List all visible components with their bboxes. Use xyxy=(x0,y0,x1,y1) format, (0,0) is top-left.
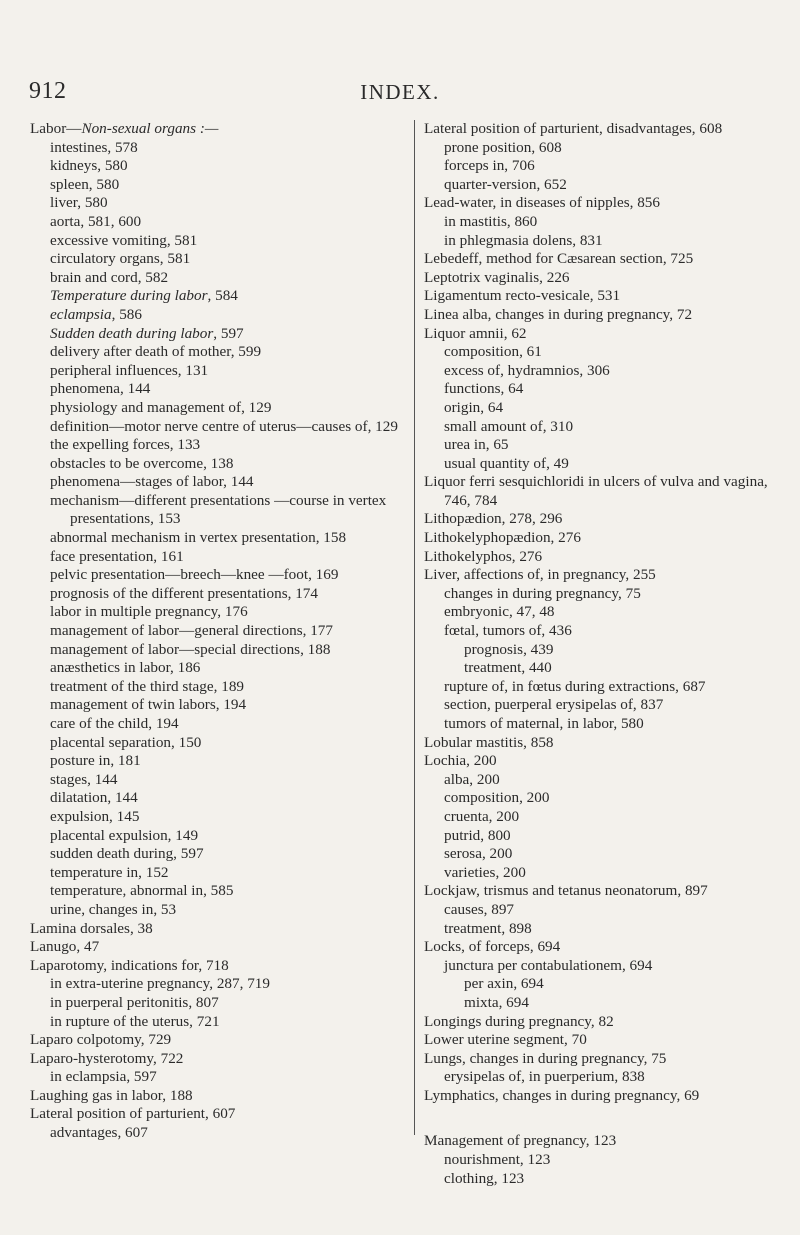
index-entry xyxy=(424,418,784,437)
index-entry xyxy=(424,678,784,697)
entry-text: abnormal mechanism in vertex presentation, 158 xyxy=(50,529,347,547)
entry-text: Lochia, 200 xyxy=(424,752,497,770)
entry-text: functions, 64 xyxy=(444,380,524,398)
entry-text: Lamina dorsales, 38 xyxy=(30,919,153,937)
index-entry xyxy=(30,827,408,846)
index-entry xyxy=(424,120,784,139)
entry-text: section, puerperal erysipelas of, 837 xyxy=(444,696,664,714)
entry-gap xyxy=(424,1105,784,1132)
entry-text: quarter-version, 652 xyxy=(444,175,567,193)
entry-text: Lanugo, 47 xyxy=(30,938,100,956)
entry-text: Lobular mastitis, 858 xyxy=(424,733,554,751)
index-column-right xyxy=(424,120,784,1188)
index-entry xyxy=(30,975,408,994)
index-entry xyxy=(424,399,784,418)
entry-text: phenomena, 144 xyxy=(50,380,151,398)
entry-text: temperature, abnormal in, 585 xyxy=(50,882,234,900)
entry-text: tumors of maternal, in labor, 580 xyxy=(444,715,644,732)
entry-italic-text: Temperature during labor xyxy=(50,287,208,305)
entry-text: management of twin labors, 194 xyxy=(50,696,247,714)
index-entry xyxy=(30,566,408,585)
entry-text: in mastitis, 860 xyxy=(444,212,538,230)
index-entry xyxy=(424,473,784,510)
entry-text: Lockjaw, trismus and tetanus neonatorum, 897 xyxy=(424,882,708,900)
entry-text: the expelling forces, 133 xyxy=(50,436,201,454)
entry-text: treatment of the third stage, 189 xyxy=(50,677,245,695)
index-entry xyxy=(424,455,784,474)
index-entry xyxy=(424,696,784,715)
index-entry xyxy=(424,1031,784,1050)
index-entry xyxy=(30,139,408,158)
entry-text: definition—motor nerve centre of uterus—causes of, 129 xyxy=(50,417,398,435)
index-entry xyxy=(30,1031,408,1050)
entry-text: usual quantity of, 49 xyxy=(444,454,569,472)
page-header xyxy=(0,78,800,108)
index-entry xyxy=(30,548,408,567)
index-entry xyxy=(30,603,408,622)
entry-text: erysipelas of, in puerperium, 838 xyxy=(444,1068,645,1086)
entry-text: embryonic, 47, 48 xyxy=(444,603,555,621)
entry-text: Linea alba, changes in during pregnancy, 72 xyxy=(424,305,693,323)
index-entry xyxy=(30,715,408,734)
entry-text: Lithopædion, 278, 296 xyxy=(424,510,563,528)
index-entry xyxy=(30,864,408,883)
entry-text: cruenta, 200 xyxy=(444,807,520,825)
entry-text: prone position, 608 xyxy=(444,138,562,156)
entry-text: Longings during pregnancy, 82 xyxy=(424,1012,614,1030)
index-entry xyxy=(424,994,784,1013)
entry-text: Lebedeff, method for Cæsarean section, 725 xyxy=(424,250,694,268)
entry-text: phenomena—stages of labor, 144 xyxy=(50,473,254,491)
index-entry xyxy=(424,622,784,641)
index-entry xyxy=(424,1151,784,1170)
entry-text: in phlegmasia dolens, 831 xyxy=(444,231,603,249)
entry-text: liver, 580 xyxy=(50,194,108,212)
index-entry xyxy=(424,362,784,381)
entry-text: Lead-water, in diseases of nipples, 856 xyxy=(424,194,660,212)
index-entry xyxy=(424,287,784,306)
index-entry xyxy=(424,380,784,399)
index-entry xyxy=(424,194,784,213)
index-entry xyxy=(424,585,784,604)
index-entry xyxy=(30,696,408,715)
index-column-left xyxy=(30,120,408,1143)
entry-text: Lithokelyphopædion, 276 xyxy=(424,529,581,547)
entry-text: physiology and management of, 129 xyxy=(50,398,272,416)
entry-text: urine, changes in, 53 xyxy=(50,900,177,918)
index-entry xyxy=(424,752,784,771)
entry-text: Laughing gas in labor, 188 xyxy=(30,1086,193,1104)
index-entry xyxy=(30,306,408,325)
entry-text: excess of, hydramnios, 306 xyxy=(444,361,610,379)
index-entry xyxy=(30,455,408,474)
index-entry xyxy=(424,864,784,883)
index-entry xyxy=(30,325,408,344)
entry-italic-text: Sudden death during labor xyxy=(50,324,214,342)
entry-text: forceps in, 706 xyxy=(444,157,535,175)
entry-text: Ligamentum recto-vesicale, 531 xyxy=(424,287,621,305)
entry-text: per axin, 694 xyxy=(464,975,544,993)
index-entry xyxy=(30,789,408,808)
index-entry xyxy=(424,659,784,678)
index-entry xyxy=(424,250,784,269)
entry-text: putrid, 800 xyxy=(444,826,511,844)
entry-text: brain and cord, 582 xyxy=(50,268,169,286)
index-entry xyxy=(424,548,784,567)
entry-text: mixta, 694 xyxy=(464,993,529,1011)
index-entry xyxy=(424,325,784,344)
index-entry xyxy=(424,975,784,994)
index-entry xyxy=(30,380,408,399)
index-entry xyxy=(30,1087,408,1106)
entry-text: Locks, of forceps, 694 xyxy=(424,938,561,956)
entry-text: sudden death during, 597 xyxy=(50,845,204,863)
entry-text: circulatory organs, 581 xyxy=(50,250,191,268)
column-divider xyxy=(414,120,415,1135)
entry-text: in extra-uterine pregnancy, 287, 719 xyxy=(50,975,270,993)
entry-text: rupture of, in fœtus during extractions, 687 xyxy=(444,677,706,695)
entry-text: changes in during pregnancy, 75 xyxy=(444,584,641,602)
entry-text: spleen, 580 xyxy=(50,175,120,193)
entry-text: junctura per contabulationem, 694 xyxy=(444,956,653,974)
entry-text: delivery after death of mother, 599 xyxy=(50,343,262,361)
index-entry xyxy=(30,734,408,753)
entry-text: origin, 64 xyxy=(444,398,504,416)
entry-text: stages, 144 xyxy=(50,770,118,788)
index-entry xyxy=(30,194,408,213)
index-entry xyxy=(30,1013,408,1032)
index-entry xyxy=(30,845,408,864)
entry-text: Labor— xyxy=(30,120,82,137)
index-entry xyxy=(424,734,784,753)
entry-text: , 586 xyxy=(111,305,142,323)
entry-text: Lateral position of parturient, 607 xyxy=(30,1105,236,1123)
entry-text: Liquor amnii, 62 xyxy=(424,324,527,342)
index-entry xyxy=(424,1170,784,1189)
index-entry xyxy=(30,994,408,1013)
index-entry xyxy=(30,752,408,771)
entry-text: clothing, 123 xyxy=(444,1169,525,1187)
index-entry xyxy=(424,641,784,660)
entry-text: peripheral influences, 131 xyxy=(50,361,209,379)
index-entry xyxy=(30,641,408,660)
entry-text: composition, 200 xyxy=(444,789,550,807)
entry-text: alba, 200 xyxy=(444,770,500,788)
index-entry xyxy=(30,213,408,232)
entry-text: kidneys, 580 xyxy=(50,157,128,175)
index-entry xyxy=(30,269,408,288)
index-entry xyxy=(424,510,784,529)
entry-text: Lithokelyphos, 276 xyxy=(424,547,543,565)
entry-text: serosa, 200 xyxy=(444,845,513,863)
index-entry xyxy=(30,901,408,920)
entry-text: Laparo-hysterotomy, 722 xyxy=(30,1049,184,1067)
page-number: 912 xyxy=(29,78,67,104)
index-entry xyxy=(30,436,408,455)
page-title: INDEX. xyxy=(360,80,440,104)
entry-text: Laparotomy, indications for, 718 xyxy=(30,956,229,974)
index-entry xyxy=(30,1068,408,1087)
index-entry xyxy=(424,1050,784,1069)
index-entry xyxy=(30,362,408,381)
index-entry xyxy=(30,418,408,437)
index-entry xyxy=(424,436,784,455)
index-entry xyxy=(424,157,784,176)
index-entry xyxy=(424,920,784,939)
entry-text: placental expulsion, 149 xyxy=(50,826,199,844)
entry-text: composition, 61 xyxy=(444,343,542,361)
index-entry xyxy=(424,139,784,158)
entry-italic-text: Non-sexual organs :— xyxy=(81,120,219,137)
index-entry xyxy=(424,789,784,808)
entry-text: treatment, 440 xyxy=(464,659,552,677)
entry-text: fœtal, tumors of, 436 xyxy=(444,622,572,640)
index-entry xyxy=(424,269,784,288)
index-entry xyxy=(30,529,408,548)
index-entry xyxy=(30,492,408,529)
index-entry xyxy=(30,1050,408,1069)
index-entry xyxy=(424,1068,784,1087)
entry-text: posture in, 181 xyxy=(50,752,141,770)
index-entry xyxy=(424,343,784,362)
index-entry xyxy=(30,771,408,790)
index-entry xyxy=(30,659,408,678)
entry-text: management of labor—special directions, 188 xyxy=(50,640,331,658)
index-entry xyxy=(30,232,408,251)
entry-text: causes, 897 xyxy=(444,900,515,918)
entry-text: in puerperal peritonitis, 807 xyxy=(50,993,219,1011)
index-entry xyxy=(30,622,408,641)
index-entry xyxy=(30,938,408,957)
index-entry xyxy=(30,120,408,139)
entry-text: Lower uterine segment, 70 xyxy=(424,1031,587,1049)
entry-text: Lymphatics, changes in during pregnancy, 69 xyxy=(424,1086,700,1104)
index-entry xyxy=(30,882,408,901)
entry-text: Lateral position of parturient, disadvantages, 608 xyxy=(424,120,723,137)
index-entry xyxy=(424,306,784,325)
entry-text: face presentation, 161 xyxy=(50,547,184,565)
entry-text: small amount of, 310 xyxy=(444,417,574,435)
index-entry xyxy=(30,808,408,827)
entry-text: dilatation, 144 xyxy=(50,789,138,807)
entry-italic-text: eclampsia xyxy=(50,305,112,323)
entry-text: temperature in, 152 xyxy=(50,863,169,881)
index-entry xyxy=(30,157,408,176)
entry-text: placental separation, 150 xyxy=(50,733,202,751)
entry-text: in rupture of the uterus, 721 xyxy=(50,1012,220,1030)
entry-text: prognosis, 439 xyxy=(464,640,554,658)
index-entry xyxy=(424,1013,784,1032)
index-entry xyxy=(424,827,784,846)
index-entry xyxy=(30,343,408,362)
index-entry xyxy=(424,938,784,957)
index-entry xyxy=(424,845,784,864)
index-entry xyxy=(30,1105,408,1124)
index-entry xyxy=(30,678,408,697)
index-entry xyxy=(424,566,784,585)
entry-text: nourishment, 123 xyxy=(444,1151,551,1169)
index-entry xyxy=(424,1087,784,1106)
entry-text: labor in multiple pregnancy, 176 xyxy=(50,603,248,621)
entry-text: , 584 xyxy=(207,287,238,305)
index-entry xyxy=(30,176,408,195)
entry-text: Lungs, changes in during pregnancy, 75 xyxy=(424,1049,667,1067)
entry-text: mechanism—different presentations —course in vertex presentations, 153 xyxy=(50,491,387,528)
entry-text: Leptotrix vaginalis, 226 xyxy=(424,268,570,286)
index-entry xyxy=(424,213,784,232)
index-entry xyxy=(30,920,408,939)
index-entry xyxy=(30,473,408,492)
entry-text: obstacles to be overcome, 138 xyxy=(50,454,234,472)
entry-text: Liver, affections of, in pregnancy, 255 xyxy=(424,566,656,584)
index-entry xyxy=(424,715,784,734)
index-entry xyxy=(424,232,784,251)
entry-text: anæsthetics in labor, 186 xyxy=(50,659,201,677)
index-entry xyxy=(424,603,784,622)
entry-text: pelvic presentation—breech—knee —foot, 169 xyxy=(50,566,339,584)
index-entry xyxy=(30,250,408,269)
entry-text: aorta, 581, 600 xyxy=(50,212,142,230)
index-entry xyxy=(424,957,784,976)
index-entry xyxy=(424,176,784,195)
entry-text: excessive vomiting, 581 xyxy=(50,231,198,249)
entry-text: care of the child, 194 xyxy=(50,715,179,732)
index-entry xyxy=(30,957,408,976)
entry-text: in eclampsia, 597 xyxy=(50,1068,157,1086)
entry-text: advantages, 607 xyxy=(50,1124,148,1142)
entry-text: treatment, 898 xyxy=(444,919,532,937)
entry-text: varieties, 200 xyxy=(444,863,526,881)
entry-text: urea in, 65 xyxy=(444,436,509,454)
index-entry xyxy=(30,287,408,306)
index-entry xyxy=(30,585,408,604)
index-entry xyxy=(424,882,784,901)
entry-text: expulsion, 145 xyxy=(50,807,140,825)
entry-text: management of labor—general directions, 177 xyxy=(50,622,333,640)
entry-text: Laparo colpotomy, 729 xyxy=(30,1031,172,1049)
index-entry xyxy=(424,901,784,920)
entry-text: prognosis of the different presentations, 174 xyxy=(50,584,318,602)
entry-text: Management of pregnancy, 123 xyxy=(424,1132,617,1150)
entry-text: , 597 xyxy=(213,324,244,342)
entry-text: intestines, 578 xyxy=(50,138,138,156)
index-entry xyxy=(424,529,784,548)
index-entry xyxy=(30,399,408,418)
index-entry xyxy=(424,771,784,790)
index-entry xyxy=(424,808,784,827)
entry-text: Liquor ferri sesquichloridi in ulcers of vulva and vagina, 746, 784 xyxy=(424,473,768,509)
index-entry xyxy=(424,1132,784,1151)
index-entry xyxy=(30,1124,408,1143)
